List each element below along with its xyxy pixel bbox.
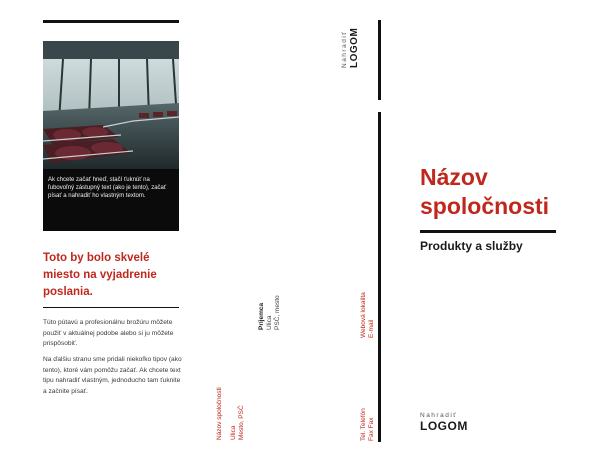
tips-paragraph: Na ďalšiu stranu sme pridali niekoľko tipov (ako tento), ktoré vám pomôžu začať. Ak chcete text tipu nahradiť vlastným, jednoducho tam ťuknite a začnite písať.: [43, 356, 182, 395]
website-label: Webová lokalita: [360, 292, 367, 338]
divider-rule-bottom: [378, 112, 381, 442]
cover-logo: [420, 410, 468, 432]
sender-street: Ulica: [230, 425, 237, 440]
top-rule: [43, 20, 179, 23]
email-label: E-mail: [368, 319, 375, 338]
recipient-street: Ulica: [266, 315, 273, 330]
cover-rule: [420, 230, 556, 233]
section-divider: [43, 307, 179, 308]
sender-company: Názov spoločnosti: [216, 387, 223, 440]
phone-contact: [360, 408, 376, 441]
airport-photo: [43, 41, 179, 231]
divider-rule-top: [378, 20, 381, 100]
recipient-address: [258, 295, 282, 330]
company-name: [420, 163, 549, 221]
divider-logo-small: Nahradiť: [341, 30, 348, 68]
recipient-label: Príjemca: [258, 302, 265, 330]
company-name-line1: Názov: [420, 164, 488, 190]
divider-logo-big: LOGOM: [349, 27, 360, 68]
recipient-city: PSČ, mesto: [274, 295, 281, 330]
photo-caption: Ak chcete začať hneď, stačí ťuknúť na ľubovoľný zástupný text (ako je tento), začať písať a nahradiť ho vlastným textom.: [48, 177, 167, 199]
web-contact: [360, 292, 376, 338]
mission-heading: Toto by bolo skvelé miesto na vyjadrenie poslania.: [43, 252, 157, 298]
fax-label: Fax Fax: [368, 417, 375, 441]
divider-logo: [340, 28, 360, 68]
airport-lounge-image: [43, 41, 179, 231]
intro-paragraph: Túto pútavú a profesionálnu brožúru môžete použiť v aktuálnej podobe alebo si ju môžete prispôsobiť.: [43, 319, 174, 347]
phone-label: Tel. Telefón: [360, 408, 367, 441]
tagline: Produkty a služby: [420, 239, 523, 253]
cover-logo-big: LOGOM: [420, 419, 468, 433]
company-name-line2: spoločnosti: [420, 193, 550, 219]
cover-logo-small: Nahradiť: [420, 412, 458, 419]
sender-city: Mesto, PSČ: [238, 405, 245, 440]
sender-address: [216, 387, 246, 440]
